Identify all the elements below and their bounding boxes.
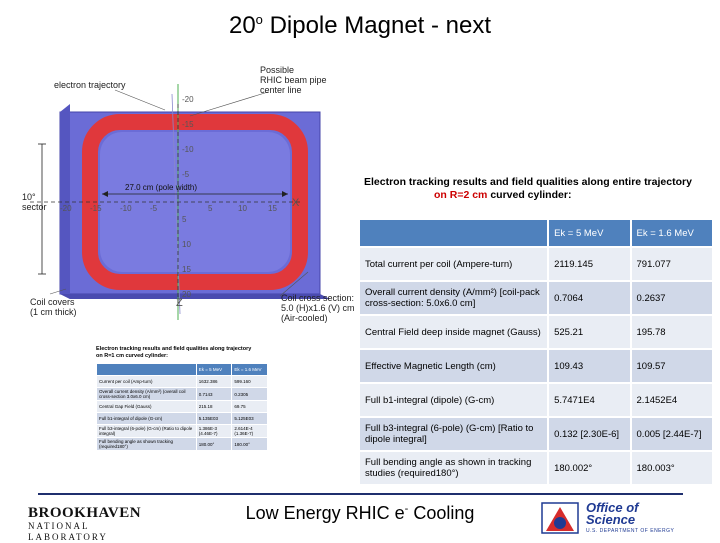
row-value: 2.1452E4 [631, 383, 713, 417]
row-label: Overall current density (A/mm²) [coil-pack cross-section: 5.0x6.0 cm] [359, 281, 548, 315]
footer-text: Low Energy RHIC e- Cooling [245, 503, 475, 523]
small-results-title: Electron tracking results and field qualities along trajectory on R=1 cm curved cylinder: [96, 346, 252, 359]
table-row [359, 451, 713, 485]
axis-z-label: Z [176, 297, 183, 309]
row-value: 0.2305 [232, 388, 268, 401]
z-tick-label: 20 [182, 290, 191, 299]
row-value: 180.003° [631, 451, 713, 485]
z-tick-label: -5 [182, 170, 190, 179]
row-label: Full bending angle as shown in tracking studies (required180°) [359, 451, 548, 485]
table-row [359, 383, 713, 417]
table-header-row [97, 364, 268, 376]
x-tick-label: 5 [208, 204, 213, 213]
table-header-cell: Ek = 1.6 MeV [232, 364, 268, 376]
axis-x-label: X [292, 197, 300, 209]
row-value: 180.002° [548, 451, 630, 485]
row-label: Full b1-integral (dipole) (G-cm) [359, 383, 548, 417]
row-value: 180.00° [196, 438, 232, 451]
brookhaven-logo: BROOKHAVEN NATIONAL LABORATORY [28, 505, 142, 542]
doe-emblem-icon [540, 501, 580, 535]
table-header-cell [359, 219, 548, 247]
row-value: 0.2637 [631, 281, 713, 315]
row-value: 109.57 [631, 349, 713, 383]
magnet-frame-left-bevel [60, 104, 70, 299]
row-value: 109.43 [548, 349, 630, 383]
row-value: 5.135E03 [196, 413, 232, 425]
table-row [97, 413, 268, 425]
row-value: 69.75 [232, 401, 268, 413]
table-row [97, 438, 268, 451]
row-value: 0.7143 [196, 388, 232, 401]
table-row [97, 388, 268, 401]
doe-office-of-science-logo: Office of Science U.S. DEPARTMENT OF ENERGY [538, 497, 718, 537]
row-value: 5.7471E4 [548, 383, 630, 417]
small-results-panel [96, 346, 276, 451]
table-header-cell: Ek = 1.6 MeV [631, 219, 713, 247]
table-header-row [359, 219, 713, 247]
row-label: Full b1-integral of dipole (G-cm) [97, 413, 197, 425]
table-row [359, 417, 713, 451]
row-label: Effective Magnetic Length (cm) [359, 349, 548, 383]
row-value: 0.005 [2.44E-7] [631, 417, 713, 451]
row-label: Full b3-integral (6-pole) (G-cm) (Ratio to dipole integral) [97, 425, 197, 438]
dipole-magnet-diagram [30, 84, 360, 320]
row-value: 2.614E-4 (1.36E-7) [232, 425, 268, 438]
results-table [358, 218, 714, 486]
small-results-table [96, 363, 268, 451]
coil-cross-section-label: Coil cross section: 5.0 (H)x1.6 (V) cm (Air-cooled) [281, 293, 355, 323]
row-label: Full b3-integral (6-pole) (G-cm) [Ratio to dipole integral] [359, 417, 548, 451]
table-row [359, 315, 713, 349]
z-tick-label: -10 [182, 145, 194, 154]
row-value: 195.78 [631, 315, 713, 349]
row-value: 525.21 [548, 315, 630, 349]
z-tick-label: -15 [182, 120, 194, 129]
row-value: 599.160 [232, 376, 268, 388]
x-tick-label: 10 [238, 204, 247, 213]
table-header-cell [97, 364, 197, 376]
results-title: Electron tracking results and field qualities along entire trajectory on R=2 cm curved cylinder: [364, 176, 692, 201]
table-row [359, 349, 713, 383]
row-value: 2119.145 [548, 247, 630, 281]
row-label: Central Gap Field (Gauss) [97, 401, 197, 413]
row-value: 0.7064 [548, 281, 630, 315]
row-value: 1.386E-3 (4.46E-7) [196, 425, 232, 438]
row-label: Overall current density (A/mm²) (overall coil cross-section 3.0x6.0 cm) [97, 388, 197, 401]
coil-covers-label: Coil covers (1 cm thick) [30, 297, 77, 317]
electron-trajectory-label: electron trajectory [54, 80, 126, 90]
row-label: Current per coil (Amp-turn) [97, 376, 197, 388]
x-tick-label: 15 [268, 204, 277, 213]
table-row [359, 247, 713, 281]
z-tick-label: -20 [182, 95, 194, 104]
row-label: Central Field deep inside magnet (Gauss) [359, 315, 548, 349]
sector-label: 10° sector [22, 192, 47, 212]
row-label: Full bending angle as shown tracking (required180°) [97, 438, 197, 451]
table-row [97, 401, 268, 413]
table-row [97, 425, 268, 438]
width-label: 27.0 cm (pole width) [125, 183, 198, 192]
row-value: 791.077 [631, 247, 713, 281]
table-row [97, 376, 268, 388]
z-tick-label: 10 [182, 240, 191, 249]
page-title: 20$^o$ Dipole Magnet - next [228, 12, 492, 39]
beam-pipe-label: Possible RHIC beam pipe center line [260, 65, 327, 95]
x-tick-label: -5 [150, 204, 158, 213]
row-value: 0.132 [2.30E-6] [548, 417, 630, 451]
x-tick-label: -10 [120, 204, 132, 213]
z-tick-label: 15 [182, 265, 191, 274]
table-row [359, 281, 713, 315]
z-tick-label: 5 [182, 215, 187, 224]
x-tick-label: -20 [60, 204, 72, 213]
footer-divider [38, 493, 683, 495]
row-label: Total current per coil (Ampere-turn) [359, 247, 548, 281]
table-header-cell: Ek = 5 MeV [548, 219, 630, 247]
row-value: 1632.386 [196, 376, 232, 388]
row-value: 215.18 [196, 401, 232, 413]
x-tick-label: -15 [90, 204, 102, 213]
row-value: 5.125E03 [232, 413, 268, 425]
row-value: 180.00° [232, 438, 268, 451]
table-header-cell: Ek = 5 MeV [196, 364, 232, 376]
